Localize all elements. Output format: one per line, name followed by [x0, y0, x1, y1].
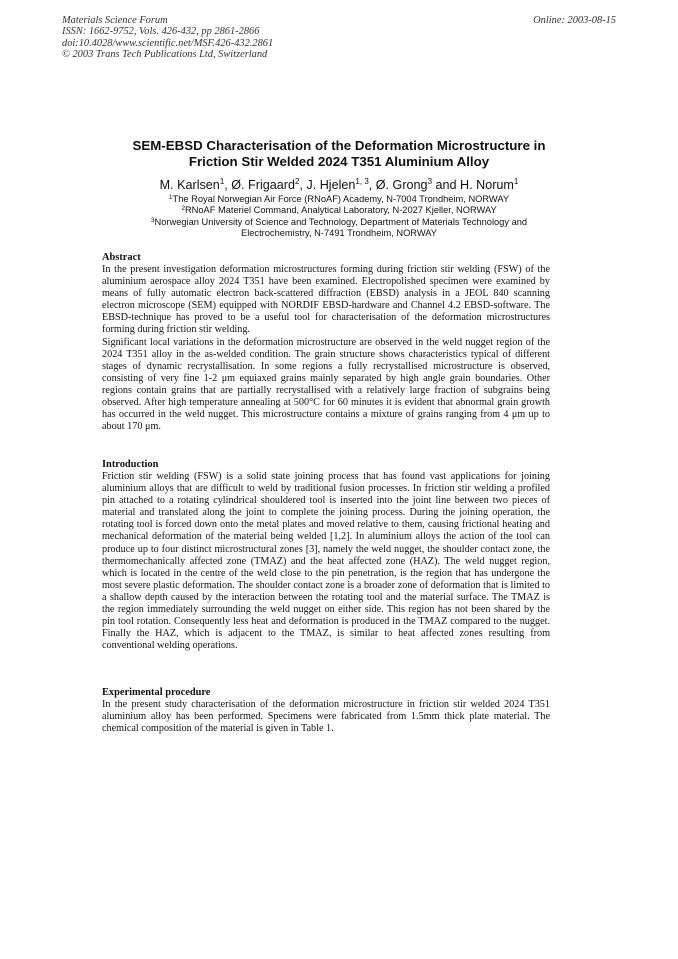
issn-line: ISSN: 1662-9752, Vols. 426-432, pp 2861-2866 — [62, 26, 260, 38]
abstract-heading: Abstract — [102, 252, 141, 263]
author-name: Ø. Grong — [375, 178, 428, 192]
introduction-heading: Introduction — [102, 459, 159, 470]
paper-title — [60, 138, 618, 169]
author-name: J. Hjelen — [306, 178, 356, 192]
affiliation-mark: 2 — [181, 205, 185, 213]
affiliation-line — [60, 194, 618, 205]
journal-header — [62, 15, 273, 61]
affiliation-mark: 3 — [150, 216, 155, 224]
author-name: Ø. Frigaard — [231, 178, 295, 192]
experimental-heading: Experimental procedure — [102, 687, 211, 698]
affiliation-line — [60, 228, 618, 239]
copyright-line: © 2003 Trans Tech Publications Ltd, Switzerland — [62, 49, 268, 61]
experimental-paragraph: In the present study characterisation of the deformation microstructure in friction stir welded 2024 T351 aluminium alloy has been performed. Specimens were fabricated from 1.5mm thick plate material. The chemical composition of the material is given in Table 1. — [102, 699, 550, 735]
author-name: M. Karlsen — [159, 178, 220, 192]
experimental-section — [102, 687, 550, 735]
affiliation-text: The Royal Norwegian Air Force (RNoAF) Academy, N-7004 Trondheim, NORWAY — [172, 194, 510, 204]
abstract-paragraph-2: Significant local variations in the deformation microstructure are observed in the weld nugget region of the 2024 T351 alloy in the as-welded condition. The grain structure shows characteristics typical of different stages of dynamic recrystallisation. In some regions a fully recrystallised microstructure is observed, consisting of very fine 1-2 μm equiaxed grains mainly separated by high angle grain boundaries. Other regions contain grains that are partially recrystallised with a relatively large fraction of subgrains being observed. After high temperature annealing at 500°C for 60 minutes it is evident that abnormal grain growth has occurred in the weld nugget. This microstructure contains a mixture of grains ranging from 4 μm up to about 170 μm. — [102, 336, 550, 433]
abstract-section — [102, 252, 550, 433]
journal-name: Materials Science Forum — [62, 15, 168, 26]
affiliations — [60, 194, 618, 240]
introduction-paragraph: Friction stir welding (FSW) is a solid state joining process that has found vast applications for joining aluminium alloys that are difficult to weld by traditional fusion processes. In friction stir welding a profiled pin attached to a rotating cylindrical shouldered tool is inserted into the joint line between two pieces of material and translated along the joint to complete the joining process. During the joining operation, the rotating tool is forced down onto the metal plates and moved relative to them, causing frictional heating and mechanical deformation of the material being welded [1,2]. In aluminium alloys the action of the tool can produce up to four distinct microstructural zones [3], namely the weld nugget, the shoulder contact zone, the thermomechanically affected zone (TMAZ) and the heat affected zone (HAZ). The weld nugget region, which is located in the centre of the weld close to the pin penetration, is the region that has undergone the most severe plastic deformation. The shoulder contact zone is a broader zone of deformation that is limited to a shallow depth caused by the interaction between the rotating tool and the material surface. The TMAZ is the region immediately surrounding the weld nugget on either side. This region has not been shared by the pin tool rotation. Consequently less heat and deformation is produced in the TMAZ compared to the nugget. Finally the HAZ, which is adjacent to the TMAZ, is similar to heat affected zones resulting from conventional welding operations. — [102, 471, 550, 652]
author-separator: , — [299, 178, 307, 192]
affiliation-text: Norwegian University of Science and Technology, Department of Materials Technology and — [154, 216, 528, 227]
author-affiliation-mark: 1 — [219, 177, 225, 186]
title-line-1: SEM-EBSD Characterisation of the Deformation Microstructure in — [132, 138, 546, 153]
author-affiliation-mark: 1, 3 — [355, 177, 369, 186]
author-list — [60, 177, 618, 193]
author-separator: and — [432, 178, 461, 192]
author-separator: , — [368, 178, 376, 192]
author-affiliation-mark: 1 — [513, 177, 519, 186]
abstract-paragraph-1: In the present investigation deformation microstructures forming during friction stir welding (FSW) of the aluminium aerospace alloy 2024 T351 have been examined. Electropolished specimen were examined by means of fully automatic electron back-scattered diffraction (EBSD) analysis in a JEOL 840 scanning electron microscope (SEM) equipped with NORDIF EBSD-hardware and Channel 4.2 EBSD-software. The EBSD-technique has proved to be a useful tool for characterisation of the deformation microstructures forming during friction stir welding. — [102, 264, 550, 336]
affiliation-line — [60, 205, 618, 216]
title-line-2: Friction Stir Welded 2024 T351 Aluminium Alloy — [188, 153, 490, 169]
affiliation-line — [60, 217, 618, 228]
author-name: H. Norum — [460, 178, 514, 192]
author-separator: , — [224, 178, 232, 192]
author-affiliation-mark: 3 — [427, 177, 433, 186]
affiliation-text: RNoAF Materiel Command, Analytical Laboratory, N-2027 Kjeller, NORWAY — [184, 205, 497, 216]
introduction-section — [102, 459, 550, 652]
online-date: Online: 2003-08-15 — [533, 15, 616, 26]
author-affiliation-mark: 2 — [294, 177, 300, 186]
affiliation-text: Electrochemistry, N-7491 Trondheim, NORWAY — [241, 228, 437, 239]
affiliation-mark: 1 — [168, 194, 173, 201]
doi-line: doi:10.4028/www.scientific.net/MSF.426-432.2861 — [62, 37, 274, 49]
